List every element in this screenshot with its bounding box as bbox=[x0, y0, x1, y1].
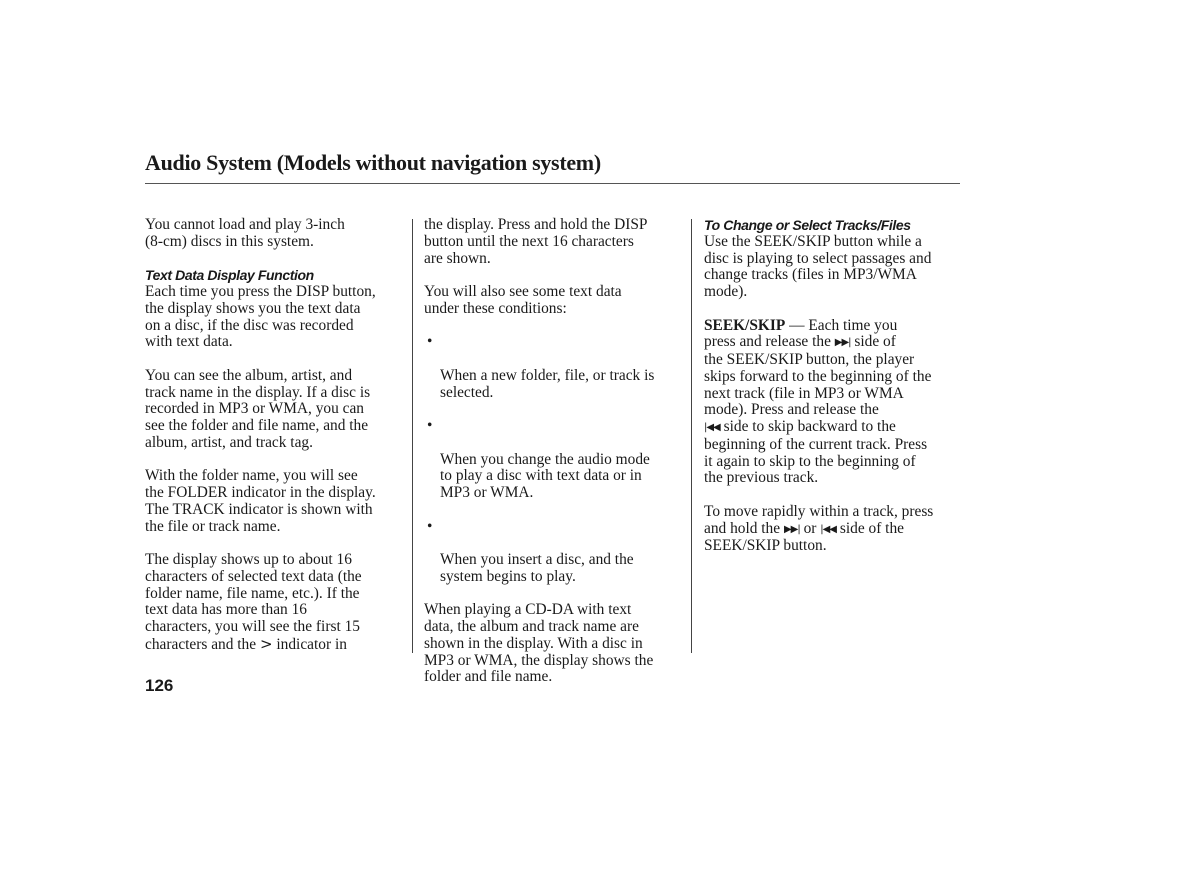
list-item-text: When a new folder, file, or track is selected. bbox=[440, 366, 655, 401]
paragraph-disp-hold: the display. Press and hold the DISP button until the next 16 characters are shown. bbox=[424, 216, 648, 267]
rapid-text-1: To move rapidly within a track, press bbox=[704, 502, 934, 520]
skip-back-icon: |◀◀ bbox=[704, 422, 720, 433]
skip-back-icon: |◀◀ bbox=[820, 523, 836, 535]
column-3 bbox=[704, 217, 962, 555]
paragraph-disc-size: You cannot load and play 3-inch (8-cm) discs in this system. bbox=[145, 216, 345, 250]
page-number: 126 bbox=[145, 676, 174, 695]
list-item bbox=[424, 334, 680, 401]
seek-text-5: side to skip backward to the beginning of the current track. Press it again to skip to the beginning of the previous track. bbox=[704, 418, 928, 487]
paragraph-seek-skip bbox=[704, 318, 962, 488]
more-text-indicator-icon: > bbox=[259, 634, 273, 653]
character-limit-text: The display shows up to about 16 characters of selected text data (the folder name, file name, etc.). If the text data has more than 16 characters, you will see the first 15 characters and the bbox=[145, 551, 362, 653]
paragraph-seek-skip-usage: Use the SEEK/SKIP button while a disc is playing to select passages and change tracks (files in MP3/WMA mode). bbox=[704, 232, 932, 300]
seek-text-3: the SEEK/SKIP button, the player skips forward to the beginning of the next track (file in MP3 or WMA mode). Press and release the bbox=[704, 351, 932, 419]
skip-forward-icon: ▶▶| bbox=[834, 337, 851, 349]
bullet-icon: • bbox=[427, 333, 433, 351]
paragraph-cd-da: When playing a CD-DA with text data, the album and track name are shown in the display. With a disc in MP3 or WMA, the display shows the folder and file name. bbox=[424, 601, 654, 686]
paragraph-disp-button: Each time you press the DISP button, the display shows you the text data on a disc, if the disc was recorded with text data. bbox=[145, 283, 376, 351]
seek-skip-term: SEEK/SKIP bbox=[704, 316, 786, 334]
em-dash: — bbox=[789, 316, 805, 334]
column-1 bbox=[145, 217, 407, 654]
seek-text-2b: side of bbox=[854, 333, 896, 351]
column-divider-right bbox=[691, 219, 692, 653]
rapid-text-2a: and hold the bbox=[704, 519, 781, 537]
paragraph-character-limit bbox=[145, 552, 407, 654]
rapid-text-3: SEEK/SKIP button. bbox=[704, 537, 827, 555]
list-item bbox=[424, 519, 680, 586]
title-rule bbox=[145, 183, 960, 184]
subheading-text-data-display: Text Data Display Function bbox=[145, 267, 314, 284]
paragraph-rapid-move bbox=[704, 504, 962, 555]
rapid-or: or bbox=[803, 519, 817, 537]
conditions-list bbox=[424, 334, 680, 585]
list-item-text: When you change the audio mode to play a disc with text data or in MP3 or WMA. bbox=[440, 450, 650, 501]
seek-text-1: Each time you bbox=[808, 316, 898, 334]
list-item bbox=[424, 418, 680, 502]
paragraph-conditions: You will also see some text data under these conditions: bbox=[424, 283, 622, 317]
bullet-icon: • bbox=[427, 417, 433, 434]
list-item-text: When you insert a disc, and the system begins to play. bbox=[440, 551, 634, 585]
column-2 bbox=[424, 217, 680, 686]
paragraph-folder-indicator: With the folder name, you will see the FOLDER indicator in the display. The TRACK indicator is shown with the file or track name. bbox=[145, 467, 376, 535]
skip-forward-icon: ▶▶| bbox=[783, 523, 800, 535]
bullet-icon: • bbox=[427, 517, 433, 535]
page-title: Audio System (Models without navigation system) bbox=[145, 150, 601, 175]
seek-text-2a: press and release the bbox=[704, 333, 831, 351]
paragraph-album-artist: You can see the album, artist, and track name in the display. If a disc is recorded in MP3 or WMA, you can see the folder and file name, and the album, artist, and track tag. bbox=[145, 366, 371, 451]
subheading-change-tracks: To Change or Select Tracks/Files bbox=[704, 217, 911, 233]
character-limit-text-end: indicator in bbox=[276, 635, 347, 653]
rapid-text-2b: side of the bbox=[839, 519, 904, 537]
column-divider-left bbox=[412, 219, 413, 653]
